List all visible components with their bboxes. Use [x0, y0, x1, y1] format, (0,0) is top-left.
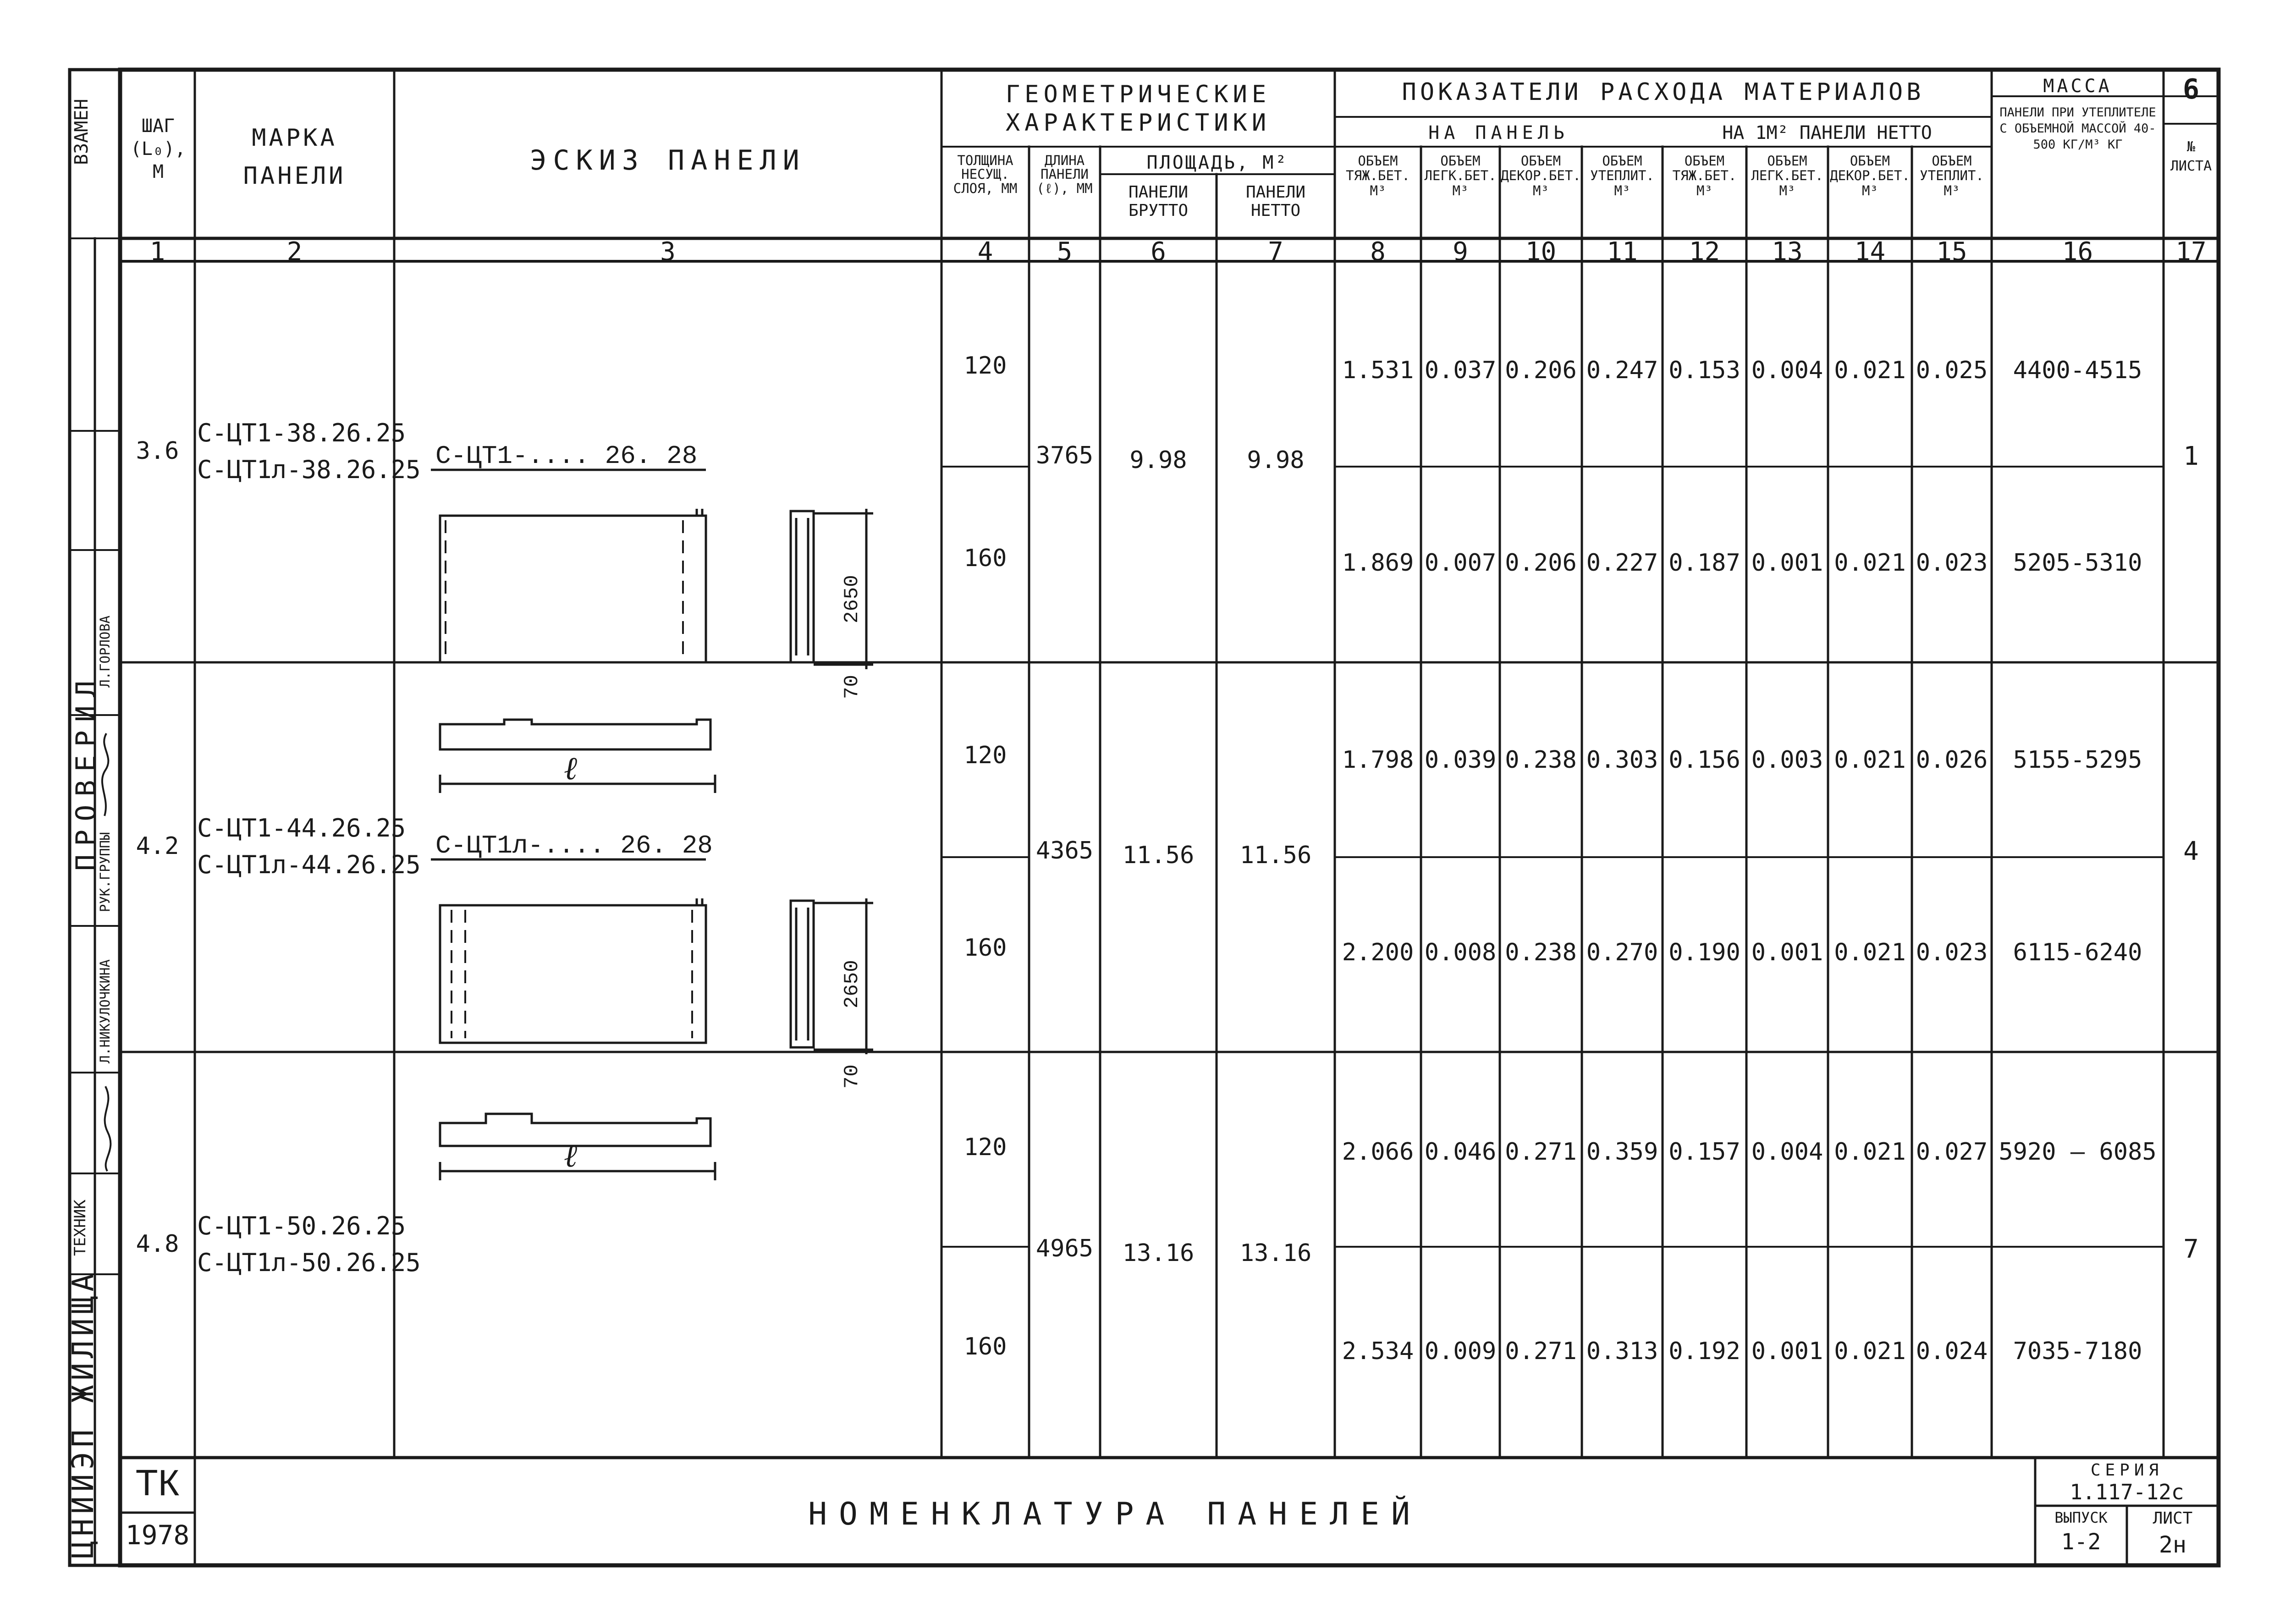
footer-year: 1978	[125, 1519, 190, 1551]
material-value: 0.025	[1916, 357, 1988, 384]
header-col9: ОБЪЕМ ЛЕГК.БЕТ. М³	[1424, 153, 1497, 198]
step-value: 4.2	[136, 832, 179, 860]
header-sketch: ЭСКИЗ ПАНЕЛИ	[530, 144, 806, 176]
column-number: 1	[149, 237, 165, 267]
sketch-length-1: ℓ	[564, 751, 578, 787]
footer-list-label: ЛИСТ	[2153, 1509, 2193, 1528]
material-value: 0.003	[1751, 746, 1823, 774]
material-value: 0.190	[1668, 939, 1740, 966]
material-value: 0.021	[1834, 746, 1906, 774]
material-value: 0.007	[1424, 549, 1497, 577]
material-value: 0.153	[1668, 357, 1740, 384]
footer-seria: 1.117-12с	[2070, 1480, 2184, 1504]
area-netto: 9.98	[1247, 446, 1305, 474]
material-value: 1.798	[1342, 746, 1414, 774]
material-value: 0.206	[1505, 357, 1577, 384]
column-number: 16	[2062, 237, 2093, 267]
material-value: 0.313	[1586, 1338, 1658, 1365]
material-value: 1.531	[1342, 357, 1414, 384]
material-value: 2.534	[1342, 1338, 1414, 1365]
material-value: 0.004	[1751, 357, 1823, 384]
column-number: 15	[1936, 237, 1967, 267]
column-number: 2	[286, 237, 303, 267]
column-number: 17	[2175, 237, 2207, 267]
sketch-label-1: С-ЦТ1-.... 26. 28	[435, 441, 698, 471]
panel-mark: С-ЦТ1л-50.26.25	[197, 1248, 421, 1277]
material-value: 0.021	[1834, 549, 1906, 577]
panel-length: 3765	[1035, 441, 1094, 469]
column-number: 13	[1772, 237, 1803, 267]
material-value: 0.247	[1586, 357, 1658, 384]
stamp-ruk-gruppy: РУК.ГРУППЫ	[97, 832, 113, 912]
material-value: 0.238	[1505, 746, 1577, 774]
material-value: 0.023	[1916, 549, 1988, 577]
panel-mass: 4400-4515	[2013, 357, 2142, 384]
header-col17: № ЛИСТА	[2170, 139, 2212, 174]
material-value: 0.001	[1751, 939, 1823, 966]
material-value: 0.008	[1424, 939, 1497, 966]
material-value: 0.359	[1586, 1138, 1658, 1166]
footer-tk: ТК	[135, 1462, 180, 1503]
material-value: 0.023	[1916, 939, 1988, 966]
header-thickness: ТОЛЩИНА НЕСУЩ. СЛОЯ, ММ	[953, 153, 1018, 196]
material-value: 2.200	[1342, 939, 1414, 966]
layer-thickness: 120	[964, 742, 1007, 769]
column-number: 14	[1854, 237, 1886, 267]
material-value: 0.004	[1751, 1138, 1823, 1166]
header-area: ПЛОЩАДЬ, М²	[1146, 152, 1288, 173]
panel-mark: С-ЦТ1-38.26.25	[197, 418, 406, 447]
header-col15: ОБЪЕМ УТЕПЛИТ. М³	[1920, 153, 1984, 198]
footer-list: 2н	[2158, 1531, 2187, 1558]
column-number: 7	[1268, 237, 1283, 267]
header-col12: ОБЪЕМ ТЯЖ.БЕТ. М³	[1672, 153, 1737, 198]
header-col8: ОБЪЕМ ТЯЖ.БЕТ. М³	[1346, 153, 1410, 198]
header-per-panel: НА ПАНЕЛЬ	[1428, 122, 1569, 143]
column-number: 6	[1151, 237, 1166, 267]
area-brutto: 11.56	[1122, 842, 1195, 869]
panel-mark: С-ЦТ1л-38.26.25	[197, 455, 421, 484]
header-col16: ПАНЕЛИ ПРИ УТЕПЛИТЕЛЕ С ОБЪЕМНОЙ МАССОЙ 40-500 КГ/М³ КГ	[1999, 105, 2156, 152]
header-netto: ПАНЕЛИ НЕТТО	[1245, 183, 1306, 220]
stamp-nikulochkina: Л.НИКУЛОЧКИНА	[97, 959, 113, 1063]
area-netto: 11.56	[1239, 842, 1312, 869]
area-netto: 13.16	[1239, 1239, 1312, 1267]
material-value: 0.026	[1916, 746, 1988, 774]
material-value: 0.156	[1668, 746, 1740, 774]
sketch-height-1: 2650	[841, 575, 864, 623]
material-value: 0.027	[1916, 1138, 1988, 1166]
material-value: 1.869	[1342, 549, 1414, 577]
material-value: 0.021	[1834, 1338, 1906, 1365]
column-number: 10	[1525, 237, 1557, 267]
step-value: 3.6	[136, 437, 179, 465]
material-value: 0.206	[1505, 549, 1577, 577]
material-value: 0.009	[1424, 1338, 1497, 1365]
layer-thickness: 120	[964, 1134, 1007, 1161]
material-value: 0.021	[1834, 357, 1906, 384]
material-value: 2.066	[1342, 1138, 1414, 1166]
signature-gorlova	[96, 729, 116, 820]
sketch-label-2: С-ЦТ1л-.... 26. 28	[435, 831, 713, 860]
column-number: 8	[1370, 237, 1386, 267]
material-value: 0.046	[1424, 1138, 1497, 1166]
header-materials: ПОКАЗАТЕЛИ РАСХОДА МАТЕРИАЛОВ	[1402, 78, 1925, 106]
signature-nikulochkina	[96, 1082, 116, 1173]
panel-mass: 7035-7180	[2013, 1338, 2142, 1365]
column-number: 5	[1057, 237, 1073, 267]
header-mark: МАРКА ПАНЕЛИ	[243, 124, 346, 190]
layer-thickness: 160	[964, 934, 1007, 962]
sheet-ref: 1	[2183, 441, 2199, 471]
header-length: ДЛИНА ПАНЕЛИ (ℓ), ММ	[1036, 153, 1093, 196]
material-value: 0.238	[1505, 939, 1577, 966]
panel-mass: 5155-5295	[2013, 746, 2142, 774]
footer-title: НОМЕНКЛАТУРА ПАНЕЛЕЙ	[808, 1496, 1422, 1532]
panel-mark: С-ЦТ1-44.26.25	[197, 814, 406, 842]
area-brutto: 13.16	[1122, 1239, 1195, 1267]
material-value: 0.021	[1834, 1138, 1906, 1166]
sketch-70-1: 70	[841, 675, 864, 699]
column-number: 12	[1689, 237, 1720, 267]
header-mass: МАССА	[2043, 76, 2112, 97]
panel-mark: С-ЦТ1-50.26.25	[197, 1211, 406, 1240]
material-value: 0.021	[1834, 939, 1906, 966]
column-number: 3	[660, 237, 676, 267]
header-col14: ОБЪЕМ ДЕКОР.БЕТ. М³	[1830, 153, 1910, 198]
material-value: 0.270	[1586, 939, 1658, 966]
material-value: 0.039	[1424, 746, 1497, 774]
panel-mass: 5920 – 6085	[1999, 1138, 2157, 1166]
material-value: 0.271	[1505, 1338, 1577, 1365]
area-brutto: 9.98	[1129, 446, 1187, 474]
header-step: ШАГ (L₀), М	[130, 116, 186, 182]
panel-mark: С-ЦТ1л-44.26.25	[197, 850, 421, 879]
layer-thickness: 160	[964, 1333, 1007, 1360]
sketch-length-2: ℓ	[564, 1139, 578, 1174]
column-number: 9	[1453, 237, 1468, 267]
sheet-ref: 4	[2183, 837, 2199, 866]
header-geom: ГЕОМЕТРИЧЕСКИЕ ХАРАКТЕРИСТИКИ	[1005, 81, 1271, 137]
sheet-ref: 7	[2183, 1234, 2199, 1264]
header-col10: ОБЪЕМ ДЕКОР.БЕТ. М³	[1501, 153, 1581, 198]
sketch-70-2: 70	[841, 1064, 864, 1089]
material-value: 0.024	[1916, 1338, 1988, 1365]
footer-vypusk-label: ВЫПУСК	[2054, 1509, 2108, 1526]
material-value: 0.157	[1668, 1138, 1740, 1166]
material-value: 0.187	[1668, 549, 1740, 577]
sketch-height-2: 2650	[841, 960, 864, 1008]
header-col13: ОБЪЕМ ЛЕГК.БЕТ. М³	[1751, 153, 1823, 198]
panel-mass: 5205-5310	[2013, 549, 2142, 577]
stamp-gorlova: Л.ГОРЛОВА	[97, 615, 113, 688]
header-per-m2: НА 1М² ПАНЕЛИ НЕТТО	[1722, 122, 1932, 143]
stamp-vzamen: ВЗАМЕН	[71, 99, 92, 165]
layer-thickness: 120	[964, 352, 1007, 380]
sheet-number: 6	[2182, 73, 2200, 105]
panel-length: 4365	[1035, 837, 1094, 864]
material-value: 0.271	[1505, 1138, 1577, 1166]
panel-length: 4965	[1035, 1234, 1094, 1262]
column-number: 11	[1607, 237, 1638, 267]
column-number: 4	[977, 237, 993, 267]
stamp-tehnik: ТЕХНИК	[71, 1200, 89, 1256]
material-value: 0.001	[1751, 549, 1823, 577]
stamp-proveril: ПРОВЕРИЛ	[70, 672, 102, 871]
material-value: 0.303	[1586, 746, 1658, 774]
panel-sketch	[394, 261, 942, 1458]
footer-vypusk: 1-2	[2061, 1529, 2101, 1555]
layer-thickness: 160	[964, 545, 1007, 572]
header-col11: ОБЪЕМ УТЕПЛИТ. М³	[1590, 153, 1654, 198]
footer-seria-label: СЕРИЯ	[2090, 1461, 2164, 1480]
header-brutto: ПАНЕЛИ БРУТТО	[1128, 183, 1189, 220]
panel-mass: 6115-6240	[2013, 939, 2142, 966]
material-value: 0.001	[1751, 1338, 1823, 1365]
material-value: 0.227	[1586, 549, 1658, 577]
material-value: 0.192	[1668, 1338, 1740, 1365]
stamp-organization: ЦНИИЭП ЖИЛИЩА	[66, 1269, 100, 1558]
material-value: 0.037	[1424, 357, 1497, 384]
step-value: 4.8	[136, 1230, 179, 1258]
